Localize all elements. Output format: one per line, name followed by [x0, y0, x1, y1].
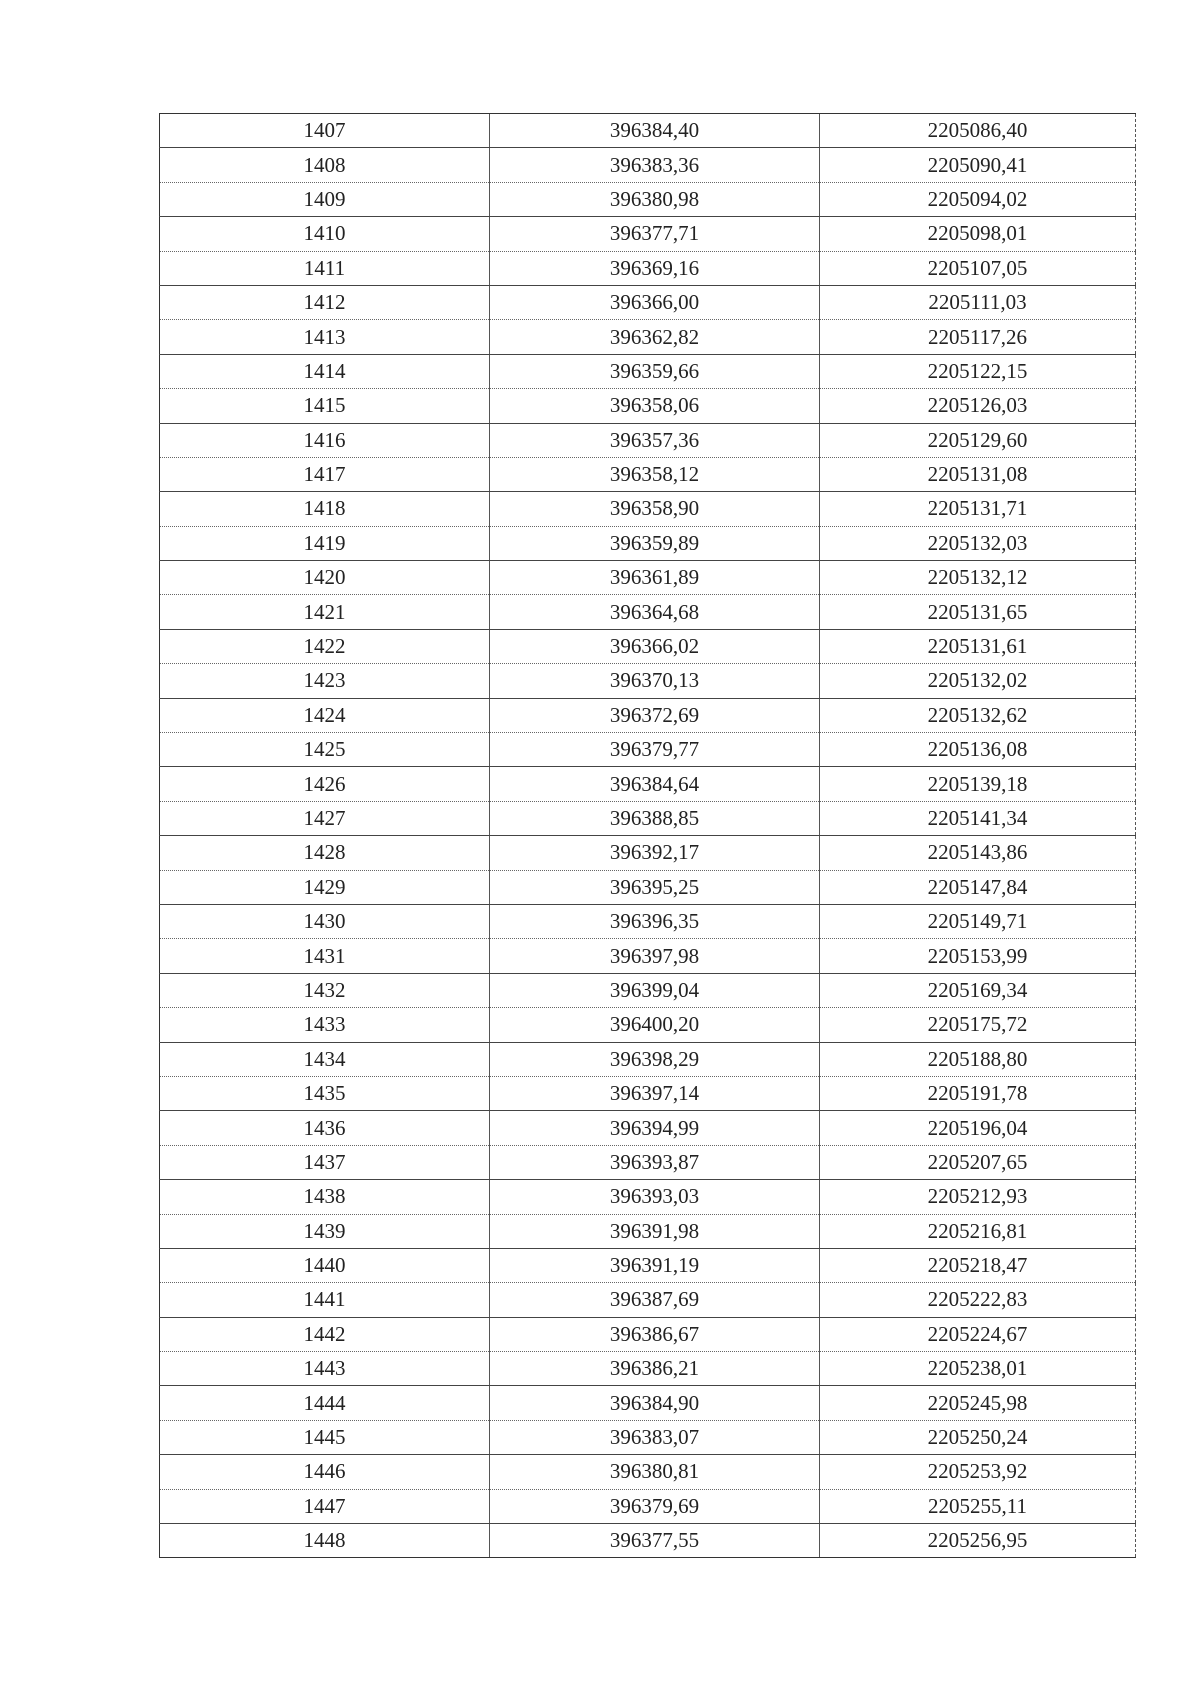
point-number-cell: 1428 [160, 836, 490, 870]
point-number-cell: 1413 [160, 320, 490, 354]
x-coordinate-cell: 396397,98 [490, 939, 820, 973]
point-number-cell: 1430 [160, 904, 490, 938]
point-number-cell: 1448 [160, 1524, 490, 1558]
table-row [160, 801, 1136, 835]
x-coordinate-cell: 396361,89 [490, 561, 820, 595]
point-number-cell: 1436 [160, 1111, 490, 1145]
y-coordinate-cell: 2205131,71 [820, 492, 1136, 526]
x-coordinate-cell: 396397,14 [490, 1076, 820, 1110]
table-row [160, 251, 1136, 285]
y-coordinate-cell: 2205111,03 [820, 285, 1136, 319]
table-row [160, 217, 1136, 251]
table-row [160, 320, 1136, 354]
table-row [160, 664, 1136, 698]
point-number-cell: 1437 [160, 1145, 490, 1179]
table-row [160, 767, 1136, 801]
point-number-cell: 1433 [160, 1008, 490, 1042]
y-coordinate-cell: 2205132,03 [820, 526, 1136, 560]
y-coordinate-cell: 2205141,34 [820, 801, 1136, 835]
x-coordinate-cell: 396384,90 [490, 1386, 820, 1420]
y-coordinate-cell: 2205098,01 [820, 217, 1136, 251]
coordinates-table [159, 113, 1136, 1558]
coordinates-table-body [160, 114, 1136, 1558]
table-row [160, 870, 1136, 904]
point-number-cell: 1419 [160, 526, 490, 560]
y-coordinate-cell: 2205107,05 [820, 251, 1136, 285]
table-row [160, 939, 1136, 973]
y-coordinate-cell: 2205126,03 [820, 389, 1136, 423]
x-coordinate-cell: 396358,12 [490, 457, 820, 491]
y-coordinate-cell: 2205188,80 [820, 1042, 1136, 1076]
y-coordinate-cell: 2205094,02 [820, 182, 1136, 216]
table-row [160, 492, 1136, 526]
y-coordinate-cell: 2205216,81 [820, 1214, 1136, 1248]
x-coordinate-cell: 396400,20 [490, 1008, 820, 1042]
table-row [160, 1386, 1136, 1420]
point-number-cell: 1418 [160, 492, 490, 526]
y-coordinate-cell: 2205222,83 [820, 1283, 1136, 1317]
point-number-cell: 1415 [160, 389, 490, 423]
point-number-cell: 1416 [160, 423, 490, 457]
table-row [160, 561, 1136, 595]
point-number-cell: 1442 [160, 1317, 490, 1351]
y-coordinate-cell: 2205196,04 [820, 1111, 1136, 1145]
x-coordinate-cell: 396372,69 [490, 698, 820, 732]
y-coordinate-cell: 2205122,15 [820, 354, 1136, 388]
y-coordinate-cell: 2205256,95 [820, 1524, 1136, 1558]
table-row [160, 114, 1136, 148]
table-row [160, 389, 1136, 423]
point-number-cell: 1426 [160, 767, 490, 801]
y-coordinate-cell: 2205136,08 [820, 733, 1136, 767]
point-number-cell: 1417 [160, 457, 490, 491]
x-coordinate-cell: 396364,68 [490, 595, 820, 629]
table-row [160, 1420, 1136, 1454]
table-row [160, 1214, 1136, 1248]
x-coordinate-cell: 396380,98 [490, 182, 820, 216]
y-coordinate-cell: 2205224,67 [820, 1317, 1136, 1351]
x-coordinate-cell: 396391,98 [490, 1214, 820, 1248]
y-coordinate-cell: 2205086,40 [820, 114, 1136, 148]
table-row [160, 1248, 1136, 1282]
point-number-cell: 1409 [160, 182, 490, 216]
point-number-cell: 1444 [160, 1386, 490, 1420]
table-row [160, 1111, 1136, 1145]
x-coordinate-cell: 396395,25 [490, 870, 820, 904]
x-coordinate-cell: 396358,06 [490, 389, 820, 423]
table-row [160, 354, 1136, 388]
point-number-cell: 1424 [160, 698, 490, 732]
x-coordinate-cell: 396369,16 [490, 251, 820, 285]
x-coordinate-cell: 396362,82 [490, 320, 820, 354]
table-row [160, 1145, 1136, 1179]
point-number-cell: 1441 [160, 1283, 490, 1317]
table-row [160, 148, 1136, 182]
x-coordinate-cell: 396383,36 [490, 148, 820, 182]
point-number-cell: 1432 [160, 973, 490, 1007]
table-row [160, 1352, 1136, 1386]
point-number-cell: 1435 [160, 1076, 490, 1110]
y-coordinate-cell: 2205132,62 [820, 698, 1136, 732]
table-row [160, 595, 1136, 629]
table-row [160, 1455, 1136, 1489]
x-coordinate-cell: 396366,00 [490, 285, 820, 319]
x-coordinate-cell: 396377,71 [490, 217, 820, 251]
x-coordinate-cell: 396393,87 [490, 1145, 820, 1179]
y-coordinate-cell: 2205245,98 [820, 1386, 1136, 1420]
y-coordinate-cell: 2205169,34 [820, 973, 1136, 1007]
point-number-cell: 1425 [160, 733, 490, 767]
point-number-cell: 1443 [160, 1352, 490, 1386]
x-coordinate-cell: 396388,85 [490, 801, 820, 835]
table-row [160, 285, 1136, 319]
x-coordinate-cell: 396396,35 [490, 904, 820, 938]
point-number-cell: 1421 [160, 595, 490, 629]
x-coordinate-cell: 396358,90 [490, 492, 820, 526]
y-coordinate-cell: 2205153,99 [820, 939, 1136, 973]
x-coordinate-cell: 396359,66 [490, 354, 820, 388]
x-coordinate-cell: 396391,19 [490, 1248, 820, 1282]
point-number-cell: 1434 [160, 1042, 490, 1076]
y-coordinate-cell: 2205129,60 [820, 423, 1136, 457]
table-row [160, 629, 1136, 663]
point-number-cell: 1446 [160, 1455, 490, 1489]
y-coordinate-cell: 2205090,41 [820, 148, 1136, 182]
table-row [160, 423, 1136, 457]
table-row [160, 1076, 1136, 1110]
point-number-cell: 1445 [160, 1420, 490, 1454]
table-row [160, 457, 1136, 491]
x-coordinate-cell: 396399,04 [490, 973, 820, 1007]
y-coordinate-cell: 2205132,12 [820, 561, 1136, 595]
point-number-cell: 1438 [160, 1180, 490, 1214]
x-coordinate-cell: 396359,89 [490, 526, 820, 560]
table-row [160, 1008, 1136, 1042]
y-coordinate-cell: 2205253,92 [820, 1455, 1136, 1489]
point-number-cell: 1440 [160, 1248, 490, 1282]
x-coordinate-cell: 396370,13 [490, 664, 820, 698]
x-coordinate-cell: 396366,02 [490, 629, 820, 663]
y-coordinate-cell: 2205131,65 [820, 595, 1136, 629]
y-coordinate-cell: 2205131,08 [820, 457, 1136, 491]
point-number-cell: 1408 [160, 148, 490, 182]
point-number-cell: 1439 [160, 1214, 490, 1248]
y-coordinate-cell: 2205131,61 [820, 629, 1136, 663]
table-row [160, 836, 1136, 870]
x-coordinate-cell: 396380,81 [490, 1455, 820, 1489]
y-coordinate-cell: 2205147,84 [820, 870, 1136, 904]
point-number-cell: 1410 [160, 217, 490, 251]
table-row [160, 1317, 1136, 1351]
y-coordinate-cell: 2205117,26 [820, 320, 1136, 354]
x-coordinate-cell: 396379,69 [490, 1489, 820, 1523]
y-coordinate-cell: 2205175,72 [820, 1008, 1136, 1042]
point-number-cell: 1422 [160, 629, 490, 663]
y-coordinate-cell: 2205207,65 [820, 1145, 1136, 1179]
point-number-cell: 1427 [160, 801, 490, 835]
x-coordinate-cell: 396357,36 [490, 423, 820, 457]
point-number-cell: 1414 [160, 354, 490, 388]
table-row [160, 973, 1136, 1007]
x-coordinate-cell: 396379,77 [490, 733, 820, 767]
y-coordinate-cell: 2205238,01 [820, 1352, 1136, 1386]
y-coordinate-cell: 2205255,11 [820, 1489, 1136, 1523]
table-row [160, 733, 1136, 767]
point-number-cell: 1423 [160, 664, 490, 698]
table-row [160, 1524, 1136, 1558]
table-row [160, 698, 1136, 732]
point-number-cell: 1420 [160, 561, 490, 595]
y-coordinate-cell: 2205149,71 [820, 904, 1136, 938]
point-number-cell: 1447 [160, 1489, 490, 1523]
x-coordinate-cell: 396392,17 [490, 836, 820, 870]
x-coordinate-cell: 396387,69 [490, 1283, 820, 1317]
point-number-cell: 1411 [160, 251, 490, 285]
table-row [160, 1042, 1136, 1076]
y-coordinate-cell: 2205250,24 [820, 1420, 1136, 1454]
point-number-cell: 1429 [160, 870, 490, 904]
x-coordinate-cell: 396386,67 [490, 1317, 820, 1351]
y-coordinate-cell: 2205139,18 [820, 767, 1136, 801]
x-coordinate-cell: 396394,99 [490, 1111, 820, 1145]
point-number-cell: 1407 [160, 114, 490, 148]
table-row [160, 1283, 1136, 1317]
y-coordinate-cell: 2205143,86 [820, 836, 1136, 870]
y-coordinate-cell: 2205218,47 [820, 1248, 1136, 1282]
x-coordinate-cell: 396383,07 [490, 1420, 820, 1454]
point-number-cell: 1412 [160, 285, 490, 319]
table-row [160, 1489, 1136, 1523]
y-coordinate-cell: 2205212,93 [820, 1180, 1136, 1214]
x-coordinate-cell: 396384,40 [490, 114, 820, 148]
x-coordinate-cell: 396384,64 [490, 767, 820, 801]
point-number-cell: 1431 [160, 939, 490, 973]
y-coordinate-cell: 2205191,78 [820, 1076, 1136, 1110]
x-coordinate-cell: 396393,03 [490, 1180, 820, 1214]
x-coordinate-cell: 396398,29 [490, 1042, 820, 1076]
x-coordinate-cell: 396377,55 [490, 1524, 820, 1558]
y-coordinate-cell: 2205132,02 [820, 664, 1136, 698]
table-row [160, 1180, 1136, 1214]
table-row [160, 526, 1136, 560]
table-row [160, 182, 1136, 216]
x-coordinate-cell: 396386,21 [490, 1352, 820, 1386]
table-row [160, 904, 1136, 938]
